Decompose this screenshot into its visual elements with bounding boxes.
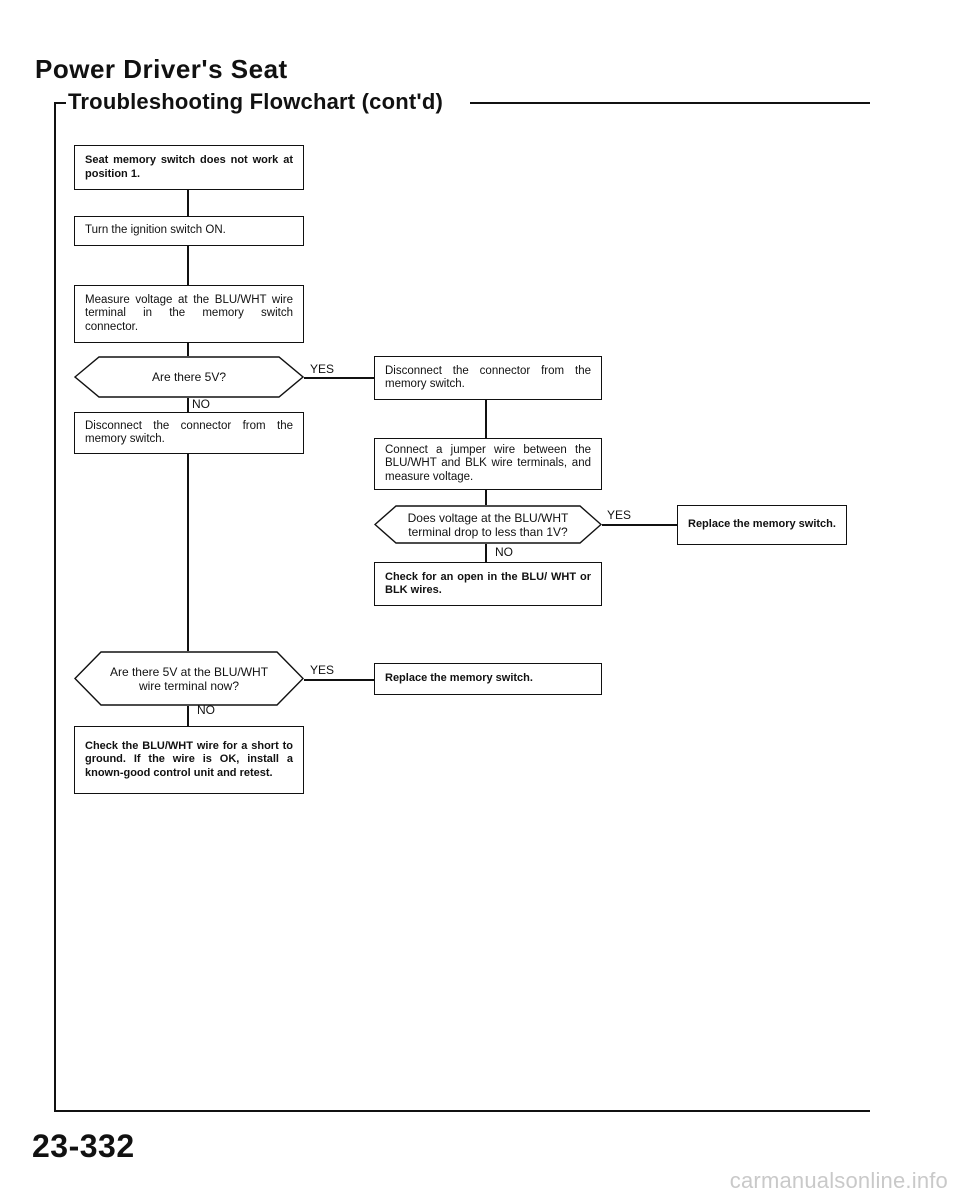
check-short-box — [74, 726, 304, 794]
check-short-text: Check the BLU/WHT wire for a short to ground. If the wire is OK, install a known-good control unit and retest. — [85, 739, 293, 779]
jumper-text: Connect a jumper wire between the BLU/WHT and BLK wire terminals, and measure voltage. — [385, 443, 591, 483]
replace-b-box — [374, 663, 602, 695]
page-title: Power Driver's Seat — [35, 54, 288, 84]
measure-box — [74, 285, 304, 343]
connector-line — [187, 454, 189, 651]
disconnect-left-box — [74, 412, 304, 454]
decision-5v-now — [74, 651, 304, 706]
connector-line — [187, 190, 189, 216]
connector-line — [187, 343, 189, 356]
decision-5v — [74, 356, 304, 398]
connector-line — [187, 706, 189, 726]
measure-text: Measure voltage at the BLU/WHT wire terminal in the memory switch connector. — [85, 293, 293, 333]
decision-5v-now-text: Are there 5V at the BLU/WHT wire terminal now? — [109, 664, 269, 693]
disconnect-right-box — [374, 356, 602, 400]
connector-line — [485, 544, 487, 562]
ignition-text: Turn the ignition switch ON. — [85, 224, 226, 237]
jumper-box — [374, 438, 602, 490]
start-box — [74, 145, 304, 190]
yes-label-1: YES — [310, 362, 335, 376]
check-open-box — [374, 562, 602, 606]
no-label-2: NO — [495, 545, 513, 559]
disconnect-right-text: Disconnect the connector from the memory switch. — [385, 364, 591, 390]
connector-line — [485, 490, 487, 505]
start-text: Seat memory switch does not work at position 1. — [85, 154, 293, 180]
subtitle-rule — [470, 102, 870, 104]
connector-line — [602, 524, 677, 526]
replace-a-box — [677, 505, 847, 545]
watermark-text: carmanualsonline.info — [729, 1168, 948, 1193]
decision-drop-text: Does voltage at the BLU/WHT terminal drop to less than 1V? — [407, 510, 569, 539]
connector-line — [187, 398, 189, 412]
check-open-text: Check for an open in the BLU/ WHT or BLK wires. — [385, 570, 591, 596]
frame-bottom-rule — [54, 1110, 870, 1112]
connector-line — [485, 400, 487, 438]
connector-line — [187, 246, 189, 285]
decision-5v-text: Are there 5V? — [151, 370, 227, 384]
yes-label-2: YES — [607, 508, 632, 522]
page-number: 23-332 — [32, 1128, 135, 1164]
connector-line — [304, 377, 374, 379]
connector-line — [304, 679, 374, 681]
ignition-box — [74, 216, 304, 246]
replace-a-text: Replace the memory switch. — [688, 518, 836, 531]
decision-drop — [374, 505, 602, 544]
no-label-3: NO — [197, 703, 215, 717]
disconnect-left-text: Disconnect the connector from the memory switch. — [85, 419, 293, 445]
section-subtitle: Troubleshooting Flowchart (cont'd) — [68, 89, 443, 114]
yes-label-3: YES — [310, 663, 335, 677]
frame-left-rule — [54, 102, 56, 1112]
replace-b-text: Replace the memory switch. — [385, 672, 533, 685]
no-label-1: NO — [192, 397, 210, 411]
